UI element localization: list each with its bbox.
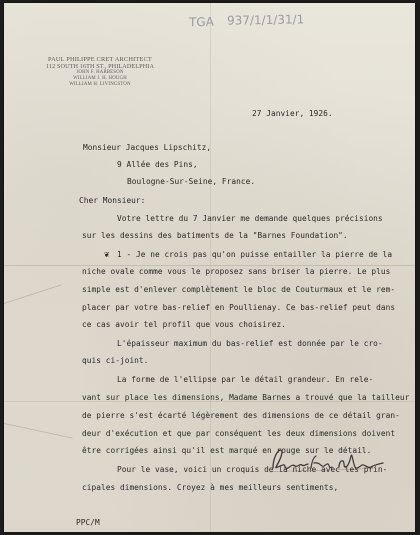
- body-line: ce cas avoir tel profil que vous choisirez.: [82, 320, 286, 329]
- body-line: La forme de l'ellipse par le détail grandeur. En rele-: [117, 375, 374, 384]
- recipient-name: Monsieur Jacques Lipschitz,: [83, 143, 212, 152]
- archive-prefix: TGA: [188, 14, 214, 30]
- body-line: cipales dimensions. Croyez à mes meilleurs sentiments,: [82, 483, 339, 492]
- paper-crease: [4, 423, 73, 439]
- body-line: de pierre s'est écarté légèrement des dimensions de ce détail gran-: [82, 411, 400, 420]
- paragraph-marker: ❦: [104, 250, 110, 260]
- letterhead-address: 112 SOUTH 16TH ST., PHILADELPHIA: [45, 63, 155, 70]
- body-line: deur d'exécution et que par conséquent les deux dimensions doivent: [82, 429, 396, 438]
- letter-sheet: [4, 3, 415, 532]
- body-line: simple est d'enlever complètement le bloc de Couturmaux et le rem-: [82, 285, 396, 294]
- body-line: placer par votre bas-relief en Poullienay. Ce bas-relief peut dans: [82, 303, 396, 312]
- letterhead-firm: PAUL PHILIPPE CRET ARCHITECT: [48, 56, 152, 63]
- recipient-city: Boulogne-Sur-Seine, France.: [127, 177, 256, 186]
- handwritten-signature: [267, 443, 389, 481]
- letterhead-partner: JOHN F. HARBESON: [76, 70, 124, 75]
- letter-date: 27 Janvier, 1926.: [252, 109, 333, 118]
- body-line: L'épaisseur maximum du bas-relief est donnée par le cro-: [117, 339, 383, 348]
- archive-number: 937/1/1/31/1: [226, 12, 305, 28]
- body-line: être corrigées ainsi qu'il est marqué en rouge sur le détail.: [82, 446, 372, 455]
- paper-crease: [4, 284, 61, 303]
- body-line: 1 - Je ne crois pas qu'on puisse entailler la pierre de la: [117, 250, 393, 259]
- letterhead-partner: WILLIAM J. H. HOUGH: [73, 76, 127, 81]
- archive-reference: [181, 13, 341, 33]
- body-line: quis ci-joint.: [82, 356, 149, 365]
- body-line: vant sur place les dimensions, Madame Barnes a trouvé que la tailleur: [82, 393, 410, 402]
- body-line: Votre lettre du 7 Janvier me demande quelques précisions: [117, 214, 383, 223]
- letterhead-partner: WILLIAM H. LIVINGSTON: [69, 82, 131, 87]
- body-line: Pour le vase, voici un croquis de la niche avec les prin-: [117, 465, 388, 474]
- typist-initials: PPC/M: [76, 518, 100, 527]
- recipient-street: 9 Allée des Pins,: [117, 160, 198, 169]
- body-line: sur les dessins des batiments de la "Barnes Foundation".: [82, 231, 348, 240]
- letterhead: [40, 56, 160, 88]
- salutation: Cher Monsieur:: [79, 196, 146, 205]
- body-line: niche ovale comme vous le proposez sans briser la pierre. Le plus: [82, 267, 391, 276]
